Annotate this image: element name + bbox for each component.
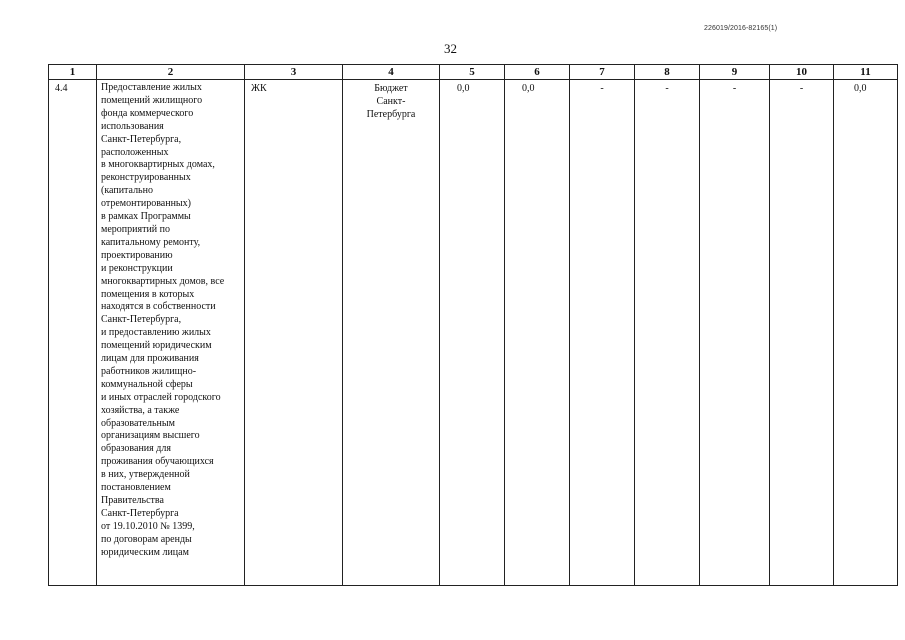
cell-text-line: использования	[101, 120, 164, 132]
cell-text-line: Санкт-Петербурга,	[101, 133, 182, 145]
cell-text-line: коммунальной сферы	[101, 378, 193, 390]
cell-text-line: Санкт-Петербурга,	[101, 314, 182, 326]
column-header: 9	[700, 65, 770, 80]
cell-text-line: мероприятий по	[101, 223, 170, 235]
cell-text-line: по договорам аренды	[101, 533, 192, 545]
cell-text-line: Петербурга	[366, 108, 416, 120]
cell-text-line: многоквартирных домов, все	[101, 275, 225, 287]
cell-text-line: расположенных	[101, 146, 169, 158]
cell-text-line: отремонтированных)	[101, 198, 191, 210]
value-cell-6	[505, 80, 570, 586]
cell-text-line: хозяйства, а также	[101, 404, 180, 416]
column-header: 4	[343, 65, 440, 80]
cell-text-line: реконструированных	[101, 172, 191, 184]
cell-text-line: Санкт-	[376, 95, 406, 107]
cell-text-line: капитальному ремонту,	[101, 236, 201, 248]
cell-text-line: и предоставлению жилых	[101, 327, 211, 339]
column-header: 10	[770, 65, 834, 80]
table-header-row	[49, 65, 898, 80]
cell-text-line: в многоквартирных домах,	[101, 159, 215, 171]
cell-text-line: фонда коммерческого	[101, 107, 194, 119]
value-text: 0,0	[457, 83, 470, 94]
column-header: 1	[49, 65, 97, 80]
value-cell-8: -	[635, 80, 700, 586]
cell-text-line: находятся в собственности	[101, 301, 216, 313]
cell-text-line: Предоставление жилых	[101, 82, 202, 93]
column-header: 2	[97, 65, 245, 80]
cell-text-line: в них, утвержденной	[101, 469, 190, 481]
cell-text-line: лицам для проживания	[101, 353, 199, 365]
table-row	[49, 80, 898, 586]
cell-text-line: в рамках Программы	[101, 211, 191, 223]
row-number-cell: 4.4	[49, 80, 97, 586]
value-text: 0,0	[522, 83, 535, 94]
cell-text-line: организациям высшего	[101, 430, 200, 442]
value-cell-10: -	[770, 80, 834, 586]
document-reference: 226019/2016-82165(1)	[704, 25, 778, 32]
cell-text-line: помещений жилищного	[101, 94, 203, 106]
value-cell-5	[440, 80, 505, 586]
column-header: 7	[570, 65, 635, 80]
cell-text-line: образовательным	[101, 417, 175, 429]
cell-text-line: постановлением	[101, 482, 171, 494]
value-cell-7: -	[570, 80, 635, 586]
cell-text-line: помещения в которых	[101, 288, 195, 300]
cell-text-line: и реконструкции	[101, 262, 173, 274]
column-header: 3	[245, 65, 343, 80]
cell-text-line: (капитально	[101, 185, 153, 197]
cell-text-line: Бюджет	[374, 83, 408, 94]
cell-text-line: работников жилищно-	[101, 365, 197, 377]
cell-text-line: помещений юридическим	[101, 340, 212, 352]
page-number: 32	[444, 41, 457, 56]
value-text: 0,0	[854, 83, 867, 94]
cell-text-line: Санкт-Петербурга	[101, 507, 179, 519]
cell-text-line: проектированию	[101, 249, 173, 261]
cell-text-line: юридическим лицам	[101, 546, 189, 558]
column-header: 8	[635, 65, 700, 80]
cell-text-line: образования для	[101, 443, 171, 455]
value-cell-9: -	[700, 80, 770, 586]
data-table	[48, 64, 898, 586]
cell-text-line: от 19.10.2010 № 1399,	[101, 520, 195, 532]
column-header: 6	[505, 65, 570, 80]
description-cell	[97, 80, 245, 586]
value-cell-11	[834, 80, 898, 586]
column-header: 11	[834, 65, 898, 80]
code-cell: ЖК	[245, 80, 343, 586]
funding-source-cell	[343, 80, 440, 586]
cell-text-line: и иных отраслей городского	[101, 391, 221, 403]
cell-text-line: Правительства	[101, 495, 164, 506]
cell-text-line: проживания обучающихся	[101, 456, 214, 468]
column-header: 5	[440, 65, 505, 80]
